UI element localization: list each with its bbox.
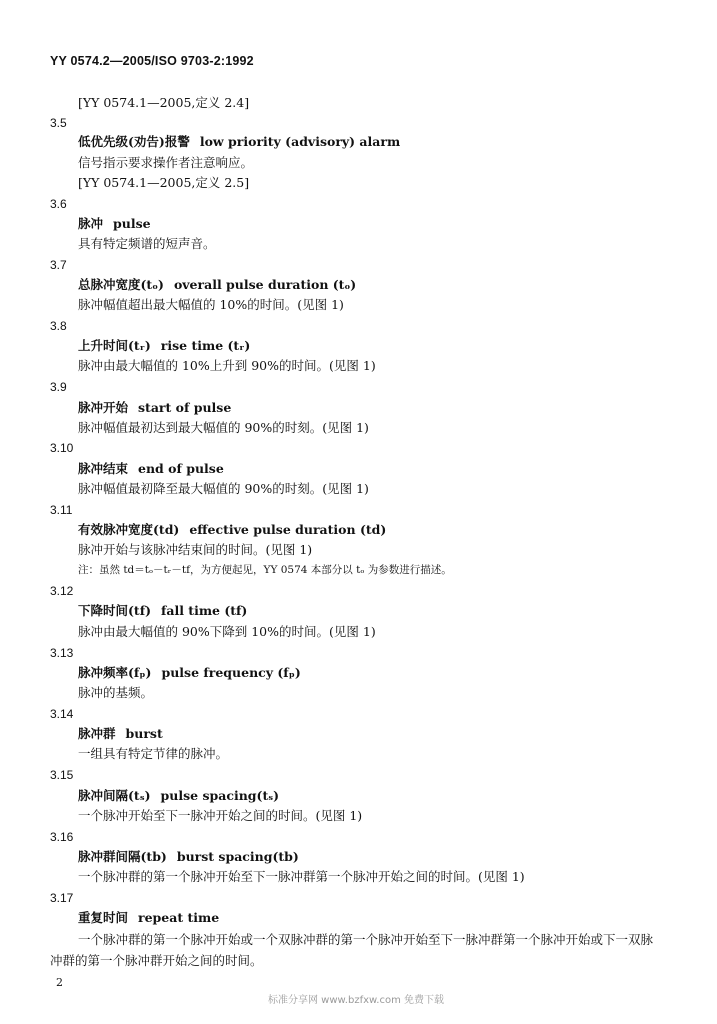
clause-number: 3.16 <box>50 830 74 844</box>
term-en: start of pulse <box>138 400 232 415</box>
term-zh: 总脉冲宽度(tₒ) <box>78 277 164 292</box>
term-en: burst spacing(tb) <box>176 849 299 864</box>
term-heading <box>78 523 386 537</box>
term-en: pulse <box>113 216 151 231</box>
definition: 脉冲的基频。 <box>78 685 154 700</box>
clause-number: 3.15 <box>50 768 74 782</box>
definition: 脉冲幅值超出最大幅值的 10%的时间。(见图 1) <box>78 297 344 312</box>
term-zh: 脉冲群间隔(tb) <box>78 849 167 864</box>
term-en: effective pulse duration (td) <box>189 522 387 537</box>
term-en: overall pulse duration (tₒ) <box>173 277 357 292</box>
term-zh: 重复时间 <box>78 910 129 925</box>
watermark: 标准分享网 www.bzfxw.com 免费下载 <box>268 995 444 1006</box>
term-heading <box>78 911 219 925</box>
definition: 一个脉冲群的第一个脉冲开始至下一脉冲群第一个脉冲开始之间的时间。(见图 1) <box>78 869 525 884</box>
clause-number: 3.12 <box>50 584 74 598</box>
clause-number: 3.9 <box>50 380 67 394</box>
term-en: pulse spacing(tₛ) <box>160 788 280 803</box>
term-en: rise time (tᵣ) <box>160 338 251 353</box>
definition: 脉冲由最大幅值的 90%下降到 10%的时间。(见图 1) <box>78 624 376 639</box>
clause-number: 3.6 <box>50 197 67 211</box>
term-en: end of pulse <box>138 461 224 476</box>
definition: 具有特定频谱的短声音。 <box>78 236 216 251</box>
reference: [YY 0574.1—2005,定义 2.5] <box>78 175 250 190</box>
definition: 脉冲由最大幅值的 10%上升到 90%的时间。(见图 1) <box>78 358 376 373</box>
term-heading <box>78 604 247 618</box>
term-en: repeat time <box>138 910 220 925</box>
term-heading <box>78 462 224 476</box>
term-heading <box>78 401 231 415</box>
term-heading <box>78 339 250 353</box>
term-zh: 低优先级(劝告)报警 <box>78 134 190 149</box>
term-zh: 脉冲开始 <box>78 400 129 415</box>
term-zh: 脉冲 <box>78 216 104 231</box>
term-heading <box>78 135 400 149</box>
term-zh: 脉冲间隔(tₛ) <box>78 788 151 803</box>
term-en: burst <box>125 726 163 741</box>
clause-number: 3.7 <box>50 258 67 272</box>
reference: [YY 0574.1—2005,定义 2.4] <box>78 95 250 110</box>
clause-number: 3.17 <box>50 891 74 905</box>
clause-number: 3.14 <box>50 707 74 721</box>
note: 注：虽然 td＝tₒ－tᵣ－tf，为方便起见，YY 0574 本部分以 tₒ 为参数进行描述。 <box>78 564 452 576</box>
term-zh: 脉冲群 <box>78 726 116 741</box>
clause-number: 3.5 <box>50 116 67 130</box>
term-heading <box>78 666 301 680</box>
definition: 脉冲幅值最初降至最大幅值的 90%的时刻。(见图 1) <box>78 481 369 496</box>
term-heading <box>78 850 299 864</box>
clause-number: 3.10 <box>50 441 74 455</box>
clause-number: 3.13 <box>50 646 74 660</box>
definition: 脉冲幅值最初达到最大幅值的 90%的时刻。(见图 1) <box>78 420 369 435</box>
definition: 信号指示要求操作者注意响应。 <box>78 155 254 170</box>
definition: 脉冲开始与该脉冲结束间的时间。(见图 1) <box>78 542 313 557</box>
term-zh: 上升时间(tᵣ) <box>78 338 151 353</box>
term-en: fall time (tf) <box>160 603 248 618</box>
term-heading <box>78 727 163 741</box>
definition: 一个脉冲开始至下一脉冲开始之间的时间。(见图 1) <box>78 808 363 823</box>
term-zh: 有效脉冲宽度(td) <box>78 522 180 537</box>
clause-number: 3.11 <box>50 503 73 517</box>
term-zh: 脉冲频率(fₚ) <box>78 665 152 680</box>
term-en: pulse frequency (fₚ) <box>161 665 301 680</box>
definition: 一组具有特定节律的脉冲。 <box>78 746 229 761</box>
term-heading <box>78 217 151 231</box>
clause-number: 3.8 <box>50 319 67 333</box>
term-zh: 脉冲结束 <box>78 461 129 476</box>
term-zh: 下降时间(tf) <box>78 603 151 618</box>
definition: 一个脉冲群的第一个脉冲开始或一个双脉冲群的第一个脉冲开始至下一脉冲群第一个脉冲开始或下一双脉冲群的第一个脉冲群开始之间的时间。 <box>50 932 654 968</box>
page-number: 2 <box>56 976 63 989</box>
document-header: YY 0574.2—2005/ISO 9703-2:1992 <box>50 54 254 68</box>
term-heading <box>78 278 356 292</box>
term-en: low priority (advisory) alarm <box>199 134 401 149</box>
term-heading <box>78 789 279 803</box>
